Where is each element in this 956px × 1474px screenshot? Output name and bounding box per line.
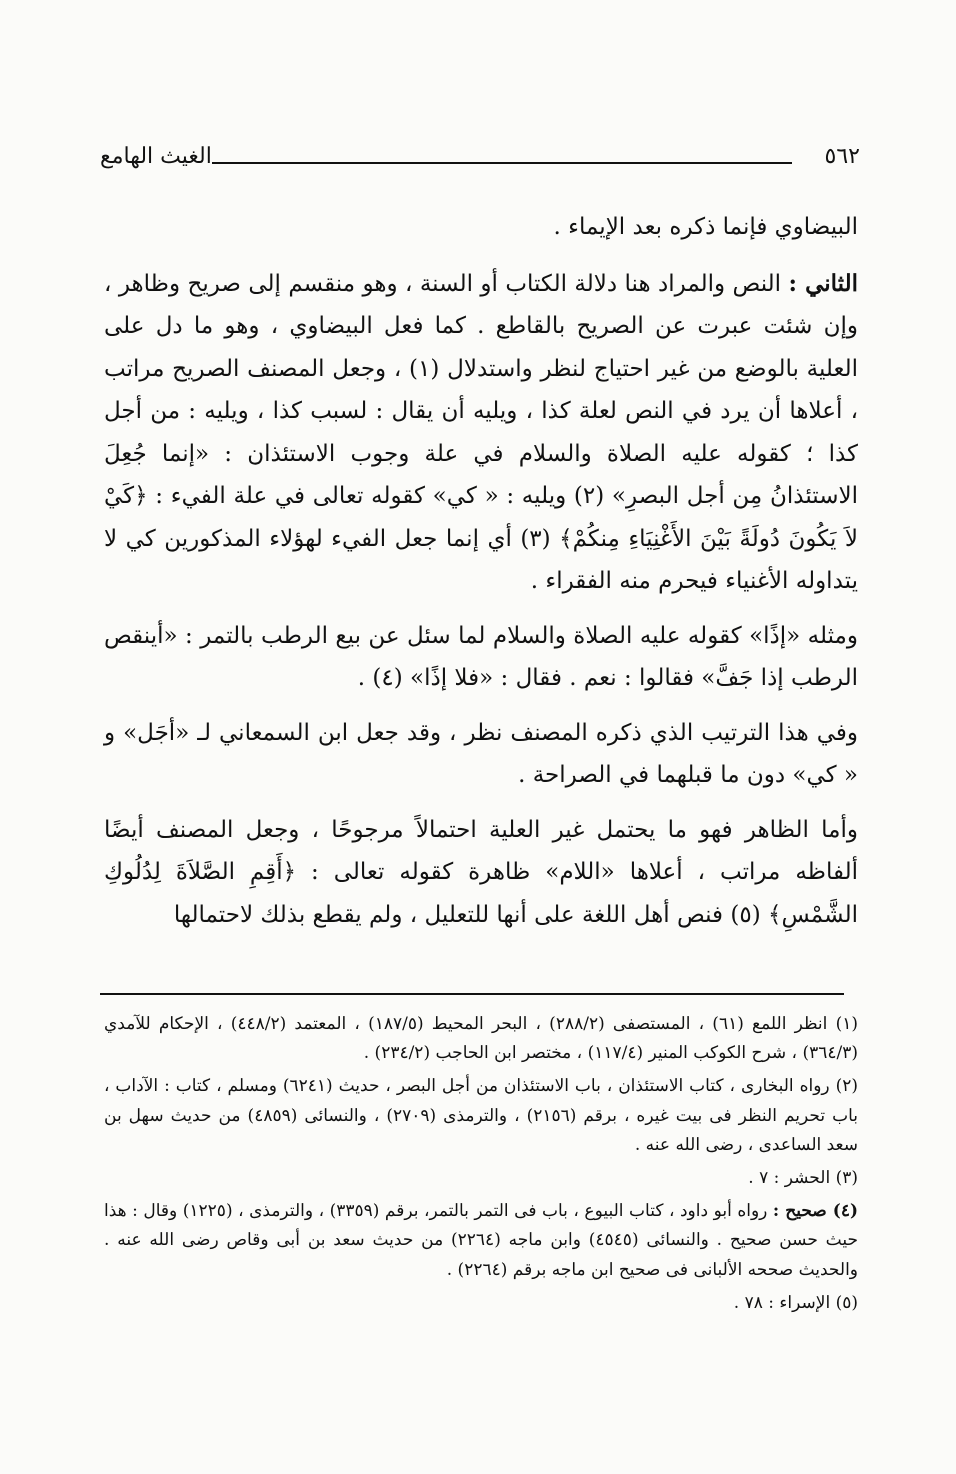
header-rule (212, 162, 792, 164)
footnote-2: (٢) رواه البخارى ، كتاب الاستئذان ، باب الاستئذان من أجل البصر ، حديث (٦٢٤١) ومسلم ، كتاب : الآداب ، باب تحريم النظر فى بيت غيره ، برقم (٢١٥٦) ، والترمذى (٢٧٠٩) ، والنسائى (٤٨٥٩) من حديث سهل بن سعد الساعدى ، رضى الله عنه . (104, 1076, 859, 1155)
paragraph-5 (104, 809, 858, 937)
page-number: ٥٦٢ (824, 144, 860, 169)
main-text (104, 206, 858, 948)
paragraph-4 (104, 712, 858, 797)
footnote-divider (100, 993, 844, 995)
paragraph-1 (104, 206, 858, 249)
footnotes (104, 1010, 858, 1322)
footnote-4 (104, 1197, 858, 1285)
paragraph-1-text: البيضاوي فإنما ذكره بعد الإيماء . (553, 214, 858, 240)
paragraph-3-text: ومثله «إذًا» كقوله عليه الصلاة والسلام لما سئل عن بيع الرطب بالتمر : «أينقص الرطب إذا جَفَّ» فقالوا : نعم . فقال : «فلا إذًا» (٤) . (104, 622, 858, 691)
footnote-1: (١) انظر اللمع (٦١) ، المستصفى (٢٨٨/٢) ، البحر المحيط (١٨٧/٥) ، المعتمد (٤٤٨/٢) ، الإحكام للآمدي (٣٦٤/٣) ، شرح الكوكب المنير (١١٧/٤) ، مختصر ابن الحاجب (٢٣٤/٢) . (104, 1014, 858, 1064)
footnote-3: (٣) الحشر : ٧ . (748, 1168, 858, 1189)
paragraph-3 (104, 615, 858, 700)
page-header (100, 138, 860, 178)
footnote-4-text: رواه أبو داود ، كتاب البيوع ، باب فى التمر بالتمر، برقم (٣٣٥٩) ، والترمذى ، (١٢٢٥) وقال : هذا حيث حسن صحيح . والنسائى (٤٥٤٥) وابن ماجه (٢٢٦٤) من حديث سعد بن أبى وقاص رضى الله عنه . والحديث صححه الألبانى فى صحيح ابن ماجه برقم (٢٢٦٤) . (104, 1201, 858, 1280)
paragraph-5-text: وأما الظاهر فهو ما يحتمل غير العلية احتمالاً مرجوحًا ، وجعل المصنف أيضًا ألفاظه مراتب ، أعلاها «اللام» ظاهرة كقوله تعالى : ﴿أَقِمِ الصَّلاَةَ لِدُلُوكِ الشَّمْسِ﴾ (٥) فنص أهل اللغة على أنها للتعليل ، ولم يقطع بذلك لاحتمالها (104, 816, 858, 928)
running-title: الغيث الهامع (100, 144, 212, 169)
footnote-5: (٥) الإسراء : ٧٨ . (733, 1292, 858, 1313)
footnote-4-label: (٤) صحيح : (772, 1201, 858, 1222)
paragraph-2 (104, 263, 858, 603)
paragraph-2-text: النص والمراد هنا دلالة الكتاب أو السنة ، وهو منقسم إلى صريح وظاهر ، وإن شئت عبرت عن الصريح بالقاطع . كما فعل البيضاوي ، وهو ما دل على العلية بالوضع من غير احتياج لنظر واستدلال (١) ، وجعل المصنف الصريح مراتب ، أعلاها أن يرد في النص لعلة كذا ، ويليه أن يقال : لسبب كذا ، ويليه : من أجل كذا ؛ كقوله عليه الصلاة والسلام في علة وجوب الاستئذان : «إنما جُعِلَ الاستئذانُ مِن أجل البصرِ» (٢) ويليه : « كي» كقوله تعالى في علة الفيء : ﴿كَيْ لاَ يَكُونَ دُولَةً بَيْنَ الأَغْنِيَاءِ مِنكُمْ﴾ (٣) أي إنما جعل الفيء لهؤلاء المذكورين كي لا يتداوله الأغنياء فيحرم منه الفقراء . (104, 270, 858, 594)
paragraph-2-lead: الثاني : (788, 269, 858, 297)
paragraph-4-text: وفي هذا الترتيب الذي ذكره المصنف نظر ، وقد جعل ابن السمعاني لـ «أجَل» و « كي» دون ما قبلهما في الصراحة . (104, 719, 858, 788)
